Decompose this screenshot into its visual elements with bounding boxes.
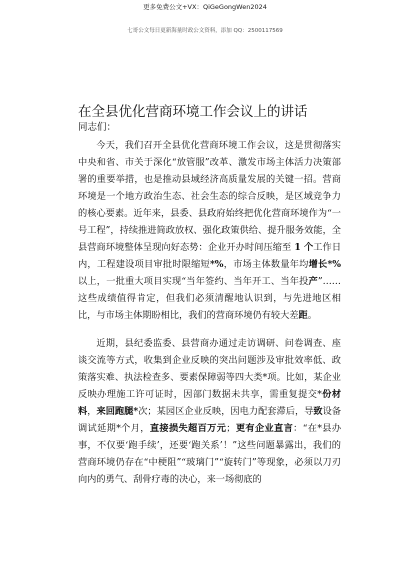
paragraph-text: ； [226,423,236,434]
bold-text: 更有企业直言 [235,423,294,434]
document-body [78,137,341,488]
paragraph-text: 。 [307,310,317,321]
paragraph-text: 设备调试延期*个月， [78,406,342,434]
document-title: 在全县优化营商环境工作会议上的讲话 [78,104,308,120]
paragraph-text: 工作日内，工程建设项目审批时限缩短 [78,242,342,270]
bold-text: 产 [308,276,318,287]
bold-text: 1 个 [294,242,314,253]
paragraph-text: ”……这些成绩值得肯定，但我们必须清醒地认识到，与先进地区相比，与市场主体期盼相比，我们的营商环境仍有较大差 [78,276,341,321]
paragraph-text: ， [87,406,97,417]
bold-text: 份材料 [78,389,342,417]
salutation: 同志们： [78,122,117,133]
bold-text: 距 [298,310,308,321]
paragraph-text: 次；某园区企业反映，因电力配套滞后，导 [138,406,314,417]
bold-text: 来回跑腿* [96,406,139,417]
paragraph-2 [78,335,341,488]
bold-text: 增长*% [308,259,342,270]
paragraph-text: 近期，县纪委监委、县营商办通过走访调研、问卷调查、座谈交流等方式，收集到企业反映的突出问题涉及审批效率低、政策落实难、执法检查多、要素保障弱等四大类*项。比如，某企业反映办理施工许可证时，因部门数据未共享，需重复提交* [78,338,341,400]
paragraph-text: ，市场主体数量年均 [223,259,309,270]
bold-text: *% [209,259,224,270]
top-banner: 更多免费公文+VX：QiGeGongWen2024 [143,3,267,11]
paragraph-text: ：“在*县办事，不仅要‘跑手续’，还要‘跑关系’！”这些问题暴露出，我们的营商环境仍存在“中梗阻”“玻璃门”“旋转门”等现象，必须以刀刃向内的勇气、刮骨疗毒的决心，来一场彻底的 [78,423,342,485]
paragraph-1 [78,137,341,324]
paragraph-text: 以上，一批重大项目实现“当年签约、当年开工、当年投 [78,276,309,287]
bold-text: 直接损失超百万元 [149,423,227,434]
sub-note: 七哥公文每日更新海量时政公文资料，添加 QQ：2500117569 [127,28,283,34]
bold-text: 致 [313,406,323,417]
paragraph-text: 今天，我们召开全县优化营商环境工作会议，这是贯彻落实中央和省、市关于深化“放管服”改革、激发市场主体活力决策部署的重要举措，也是推动县域经济高质量发展的关键一招。营商环境是一个地方政治生态、社会生态的综合反映，是区域竞争力的核心要素。近年来，县委、县政府始终把优化营商环境作为“一号工程”，持续推进简政放权、强化政策供给、提升服务效能，全县营商环境整体呈现向好态势：企业开办时间压缩至 [78,140,341,253]
